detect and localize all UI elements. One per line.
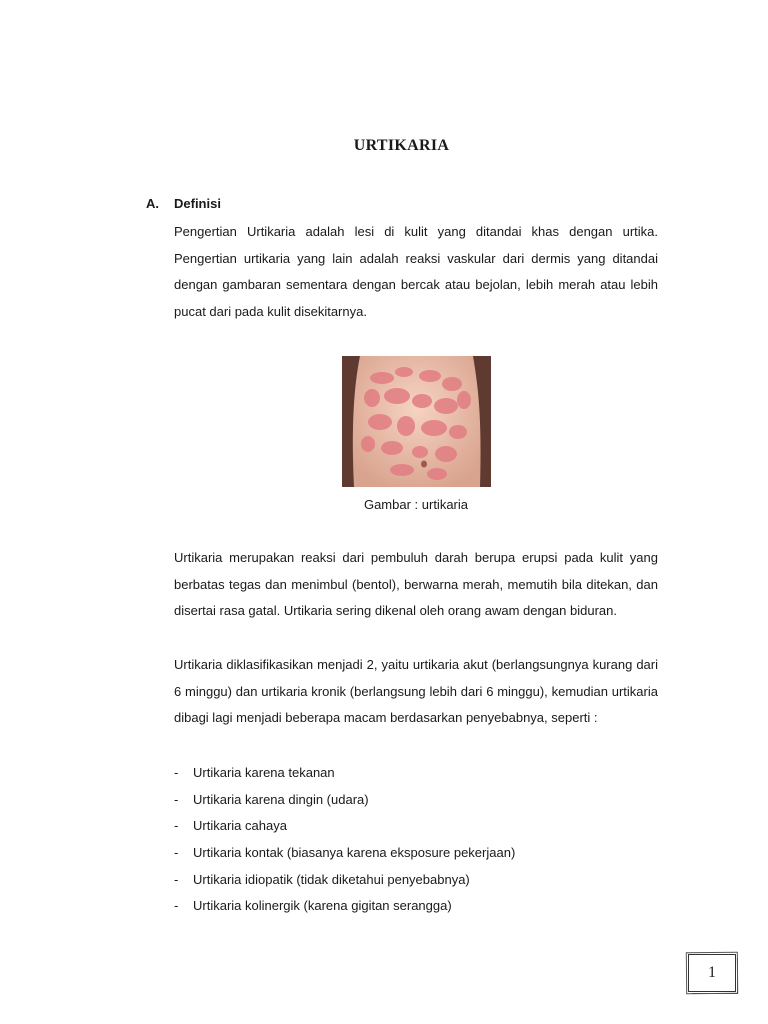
list-item-text: Urtikaria karena dingin (udara) [193, 791, 369, 807]
urticaria-skin-illustration [342, 356, 491, 487]
definition-paragraph: Pengertian Urtikaria adalah lesi di kulit yang ditandai khas dengan urtika. Pengertian urtikaria yang lain adalah reaksi vaskular dari dermis yang ditandai dengan gambaran sementara dengan bercak atau bejolan, lebih merah atau lebih pucat dari pada kulit disekitarnya. [174, 224, 658, 320]
list-item-text: Urtikaria cahaya [193, 818, 287, 834]
document-title: URTIKARIA [353, 137, 450, 154]
list-bullet: - [174, 871, 179, 887]
urticaria-photo [342, 356, 491, 487]
section-heading [146, 196, 221, 211]
list-item [174, 813, 515, 840]
page-number: 1 [708, 964, 716, 981]
description-paragraph: Urtikaria merupakan reaksi dari pembuluh darah berupa erupsi pada kulit yang berbatas tegas dan menimbul (bentol), berwarna merah, memutih bila ditekan, dan disertai rasa gatal. Urtikaria sering dikenal oleh orang awam dengan biduran. [174, 550, 658, 619]
list-item-text: Urtikaria idiopatik (tidak diketahui penyebabnya) [193, 871, 470, 887]
classification-paragraph: Urtikaria diklasifikasikan menjadi 2, yaitu urtikaria akut (berlangsungnya kurang dari 6 minggu) dan urtikaria kronik (berlangsung lebih dari 6 minggu), kemudian urtikaria dibagi lagi menjadi beberapa macam berdasarkan penyebabnya, seperti : [174, 657, 658, 726]
section-title: Definisi [174, 196, 221, 211]
list-bullet: - [174, 791, 179, 807]
cause-list [174, 760, 515, 920]
list-item [174, 760, 515, 787]
list-bullet: - [174, 845, 179, 861]
page-number-box [688, 954, 736, 992]
list-item-text: Urtikaria kolinergik (karena gigitan serangga) [193, 898, 452, 914]
list-item [174, 787, 515, 814]
list-item [174, 840, 515, 867]
list-item-text: Urtikaria kontak (biasanya karena eksposure pekerjaan) [193, 845, 516, 861]
list-item [174, 867, 515, 894]
figure-caption: Gambar : urtikaria [363, 497, 469, 512]
list-bullet: - [174, 765, 179, 780]
list-bullet: - [174, 898, 179, 914]
list-item [174, 893, 515, 920]
section-letter: A. [146, 196, 159, 211]
list-bullet: - [174, 818, 179, 834]
list-item-text: Urtikaria karena tekanan [193, 765, 335, 780]
